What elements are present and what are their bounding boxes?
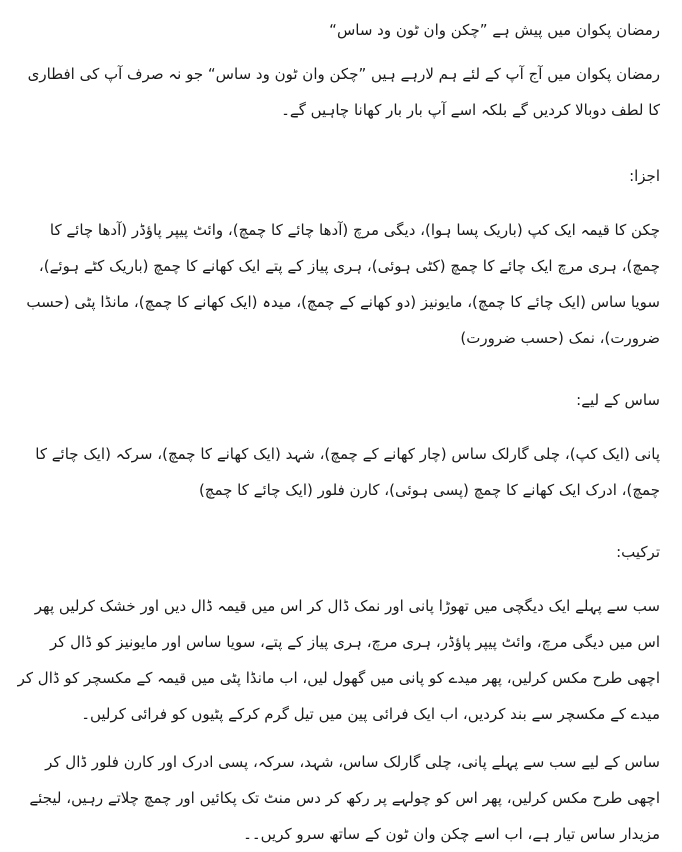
article-title: رمضان پکوان میں پیش ہے ”چکن وان ٹون ود ساس“ xyxy=(329,21,660,39)
sauce-heading: ساس کے لیے: xyxy=(576,391,660,409)
method-paragraph-2: ساس کے لیے سب سے پہلے پانی، چلی گارلک ساس، شہد، سرکہ، پسی ادرک اور کارن فلور ڈال کر اچھی طرح مکس کرلیں، پھر اس کو چولہے پر رکھ کر دس منٹ تک پکائیں اور چمچ چلاتے رہیں، لیجئے مزیدار ساس تیار ہے، اب اسے چکن وان ٹون کے ساتھ سرو کریں۔۔ xyxy=(29,753,660,843)
sauce-ingredients-paragraph: پانی (ایک کپ)، چلی گارلک ساس (چار کھانے کے چمچ)، شہد (ایک کھانے کا چمچ)، سرکہ (ایک چائے کا چمچ)، ادرک ایک کھانے کا چمچ (پسی ہوئی)، کارن فلور (ایک چائے کا چمچ) xyxy=(35,445,660,499)
method-paragraph-1: سب سے پہلے ایک دیگچی میں تھوڑا پانی اور نمک ڈال کر اس میں قیمہ ڈال دیں اور خشک کرلیں پھر اس میں دیگی مرچ، وائٹ پیپر پاؤڈر، ہری مرچ، ہری پیاز کے پتے، سویا ساس اور مایونیز کو ڈال کر اچھی طرح مکس کرلیں، پھر میدے کو پانی میں گھول لیں، اب مانڈا پٹی میں قیمہ کے مکسچر کو ڈال کر میدے کے مکسچر سے بند کردیں، اب ایک فرائی پین میں تیل گرم کرکے پٹیوں کو فرائی کرلیں۔ xyxy=(17,597,660,723)
method-heading: ترکیب: xyxy=(616,543,660,561)
ingredients-heading: اجزا: xyxy=(629,167,660,185)
ingredients-paragraph: چکن کا قیمہ ایک کپ (باریک پسا ہوا)، دیگی مرچ (آدھا چائے کا چمچ)، وائٹ پیپر پاؤڈر (آدھا چائے کا چمچ)، ہری مرچ ایک چائے کا چمچ (کٹی ہوئی)، ہری پیاز کے پتے ایک کھانے کا چمچ (باریک کٹے ہوئے)، سویا ساس (ایک چائے کا چمچ)، مایونیز (دو کھانے کے چمچ)، میدہ (ایک کھانے کا چمچ)، مانڈا پٹی (حسب ضرورت)، نمک (حسب ضرورت) xyxy=(26,221,660,347)
intro-paragraph: رمضان پکوان میں آج آپ کے لئے ہم لارہے ہیں ”چکن وان ٹون ود ساس“ جو نہ صرف آپ کی افطاری کا لطف دوبالا کردیں گے بلکہ اسے آپ بار بار کھانا چاہیں گے۔ xyxy=(27,65,660,119)
